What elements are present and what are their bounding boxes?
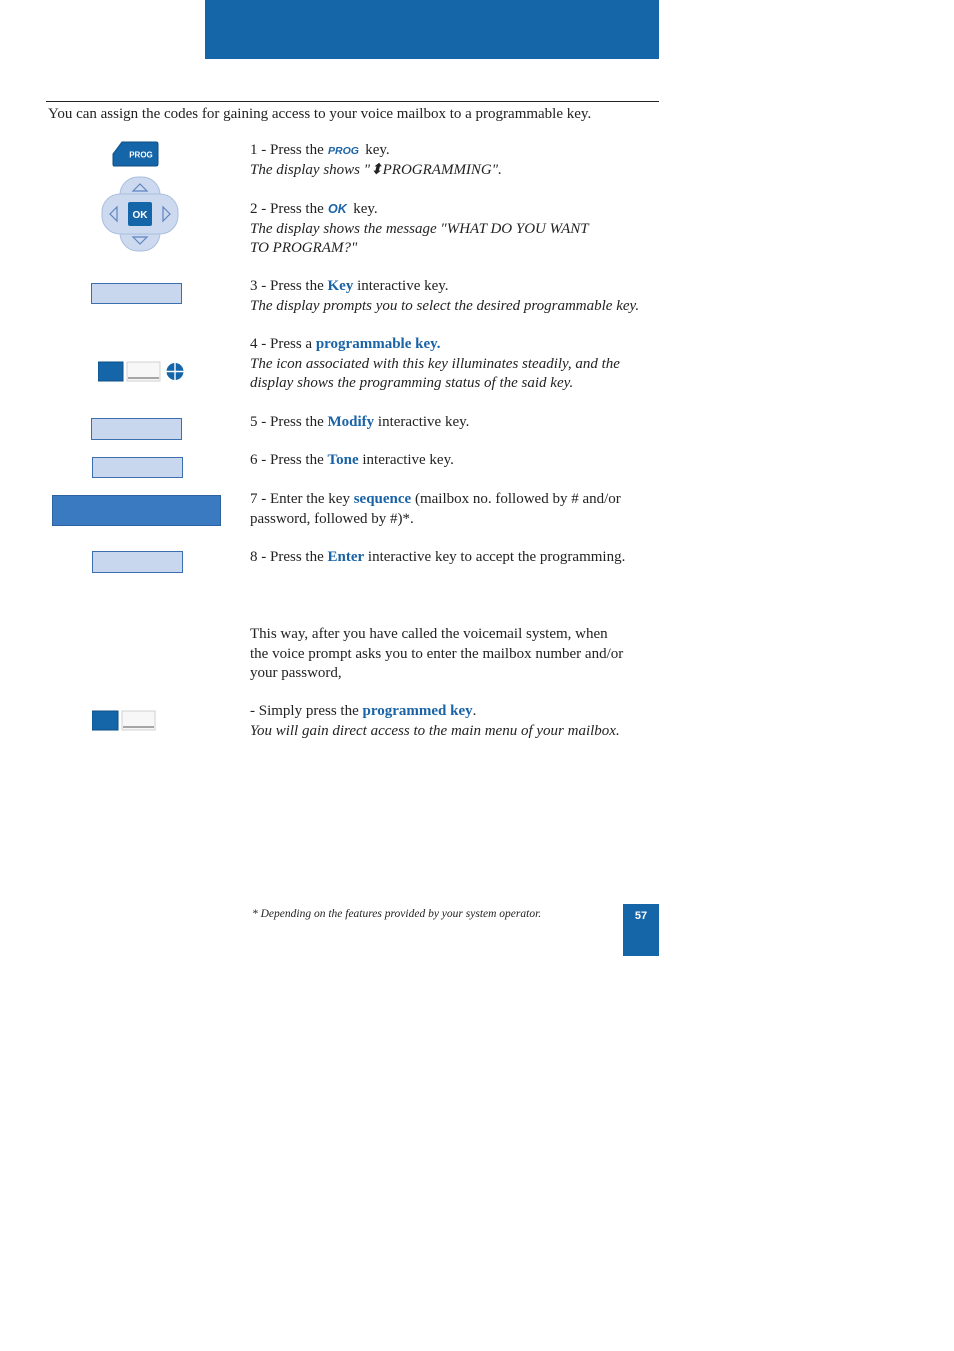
page-number: 57 bbox=[623, 904, 659, 956]
prog-key-label: PROG bbox=[129, 150, 153, 160]
step-1: 1 - Press the PROG key. The display shows "⬍PROGRAMMING". bbox=[250, 142, 502, 178]
softkey-tone-icon bbox=[92, 457, 183, 478]
ok-inline-icon bbox=[328, 202, 350, 215]
step-7: 7 - Enter the key sequence (mailbox no. followed by # and/or password, followed by #)*. bbox=[250, 491, 621, 527]
step-8: 8 - Press the Enter interactive key to accept the programming. bbox=[250, 549, 626, 565]
svg-text:OK: OK bbox=[327, 202, 347, 215]
step-3: 3 - Press the Key interactive key. The display prompts you to select the desired programmable key. bbox=[250, 278, 640, 314]
step-4: 4 - Press a programmable key. The icon associated with this key illuminates steadily, and the display shows the programming status of the said key. bbox=[250, 336, 620, 391]
ok-key-label: OK bbox=[132, 210, 148, 221]
final-step: - Simply press the programmed key. You will gain direct access to the main menu of your mailbox. bbox=[250, 703, 620, 739]
step-5: 5 - Press the Modify interactive key. bbox=[250, 414, 470, 430]
step-2: 2 - Press the OK key. The display shows the message "WHAT DO YOU WANT TO PROGRAM?" bbox=[250, 201, 589, 256]
navigator-icon bbox=[101, 176, 179, 252]
svg-text:PROG: PROG bbox=[327, 145, 359, 156]
prog-inline-icon bbox=[328, 144, 362, 156]
softkey-key-icon bbox=[91, 283, 182, 304]
footnote: * Depending on the features provided by your system operator. bbox=[252, 908, 542, 920]
intro-text: You can assign the codes for gaining access to your voice mailbox to a programmable key. bbox=[48, 106, 592, 122]
programmed-key-icon bbox=[92, 710, 156, 732]
step-6: 6 - Press the Tone interactive key. bbox=[250, 452, 454, 468]
closing-paragraph: This way, after you have called the voicemail system, when the voice prompt asks you to enter the mailbox number and/or your password, bbox=[250, 626, 624, 681]
prog-key-icon bbox=[112, 141, 159, 167]
header-band bbox=[205, 0, 659, 59]
sequence-entry-icon bbox=[52, 495, 221, 526]
softkey-modify-icon bbox=[91, 418, 182, 440]
section-rule bbox=[46, 101, 659, 102]
softkey-enter-icon bbox=[92, 551, 183, 573]
programmable-key-icon bbox=[98, 361, 186, 383]
